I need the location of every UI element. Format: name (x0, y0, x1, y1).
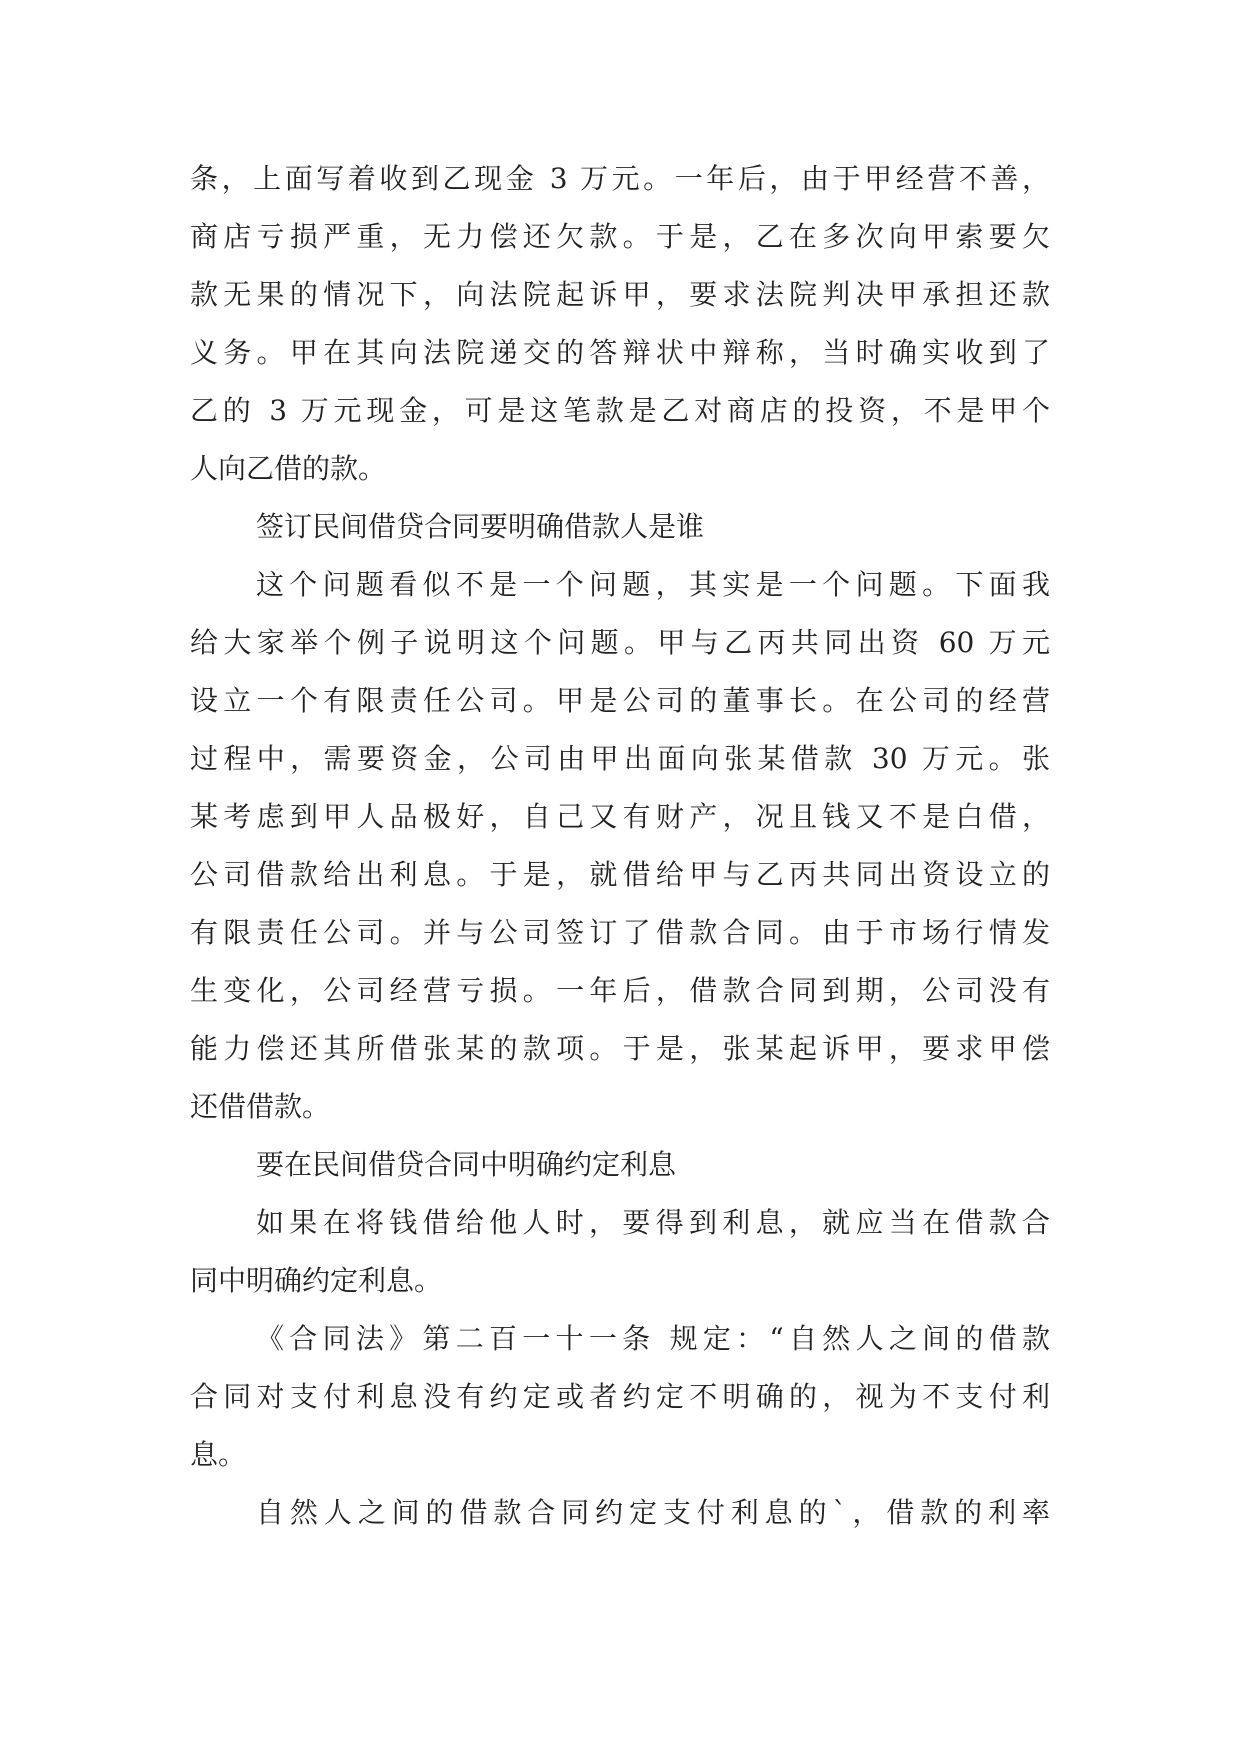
document-page (190, 150, 1050, 1542)
text-line: 还借借款。 (190, 1090, 331, 1123)
text-line: 如果在将钱借给他人时，要得到利息，就应当在借款合 (256, 1206, 1050, 1239)
text-line: 款无果的情况下，向法院起诉甲，要求法院判决甲承担还款 (190, 278, 1050, 311)
section-heading: 签订民间借贷合同要明确借款人是谁 (256, 510, 705, 543)
text-line: 义务。甲在其向法院递交的答辩状中辩称，当时确实收到了 (190, 336, 1050, 369)
text-line: 给大家举个例子说明这个问题。甲与乙丙共同出资 60 万元 (190, 626, 1050, 659)
text-line: 息。 (190, 1438, 247, 1471)
text-line: 设立一个有限责任公司。甲是公司的董事长。在公司的经营 (190, 684, 1050, 717)
text-line: 公司借款给出利息。于是，就借给甲与乙丙共同出资设立的 (190, 858, 1050, 891)
text-line: 能力偿还其所借张某的款项。于是，张某起诉甲，要求甲偿 (190, 1032, 1050, 1065)
text-line: 这个问题看似不是一个问题，其实是一个问题。下面我 (256, 568, 1050, 601)
text-line: 有限责任公司。并与公司签订了借款合同。由于市场行情发 (190, 916, 1050, 949)
text-line: 过程中，需要资金，公司由甲出面向张某借款 30 万元。张 (190, 742, 1050, 775)
text-line: 人向乙借的款。 (190, 452, 387, 485)
text-line: 自然人之间的借款合同约定支付利息的`，借款的利率 (256, 1496, 1050, 1529)
text-line: 同中明确约定利息。 (190, 1264, 443, 1297)
text-line: 条，上面写着收到乙现金 3 万元。一年后，由于甲经营不善， (190, 162, 1050, 195)
text-line: 乙的 3 万元现金，可是这笔款是乙对商店的投资，不是甲个 (190, 394, 1050, 427)
text-line: 某考虑到甲人品极好，自己又有财产，况且钱又不是白借， (190, 800, 1050, 833)
text-line: 商店亏损严重，无力偿还欠款。于是，乙在多次向甲索要欠 (190, 220, 1050, 253)
text-line: 生变化，公司经营亏损。一年后，借款合同到期，公司没有 (190, 974, 1050, 1007)
section-heading: 要在民间借贷合同中明确约定利息 (256, 1148, 677, 1181)
text-line: 合同对支付利息没有约定或者约定不明确的，视为不支付利 (190, 1380, 1050, 1413)
text-line: 《合同法》第二百一十一条 规定：“自然人之间的借款 (256, 1322, 1050, 1355)
